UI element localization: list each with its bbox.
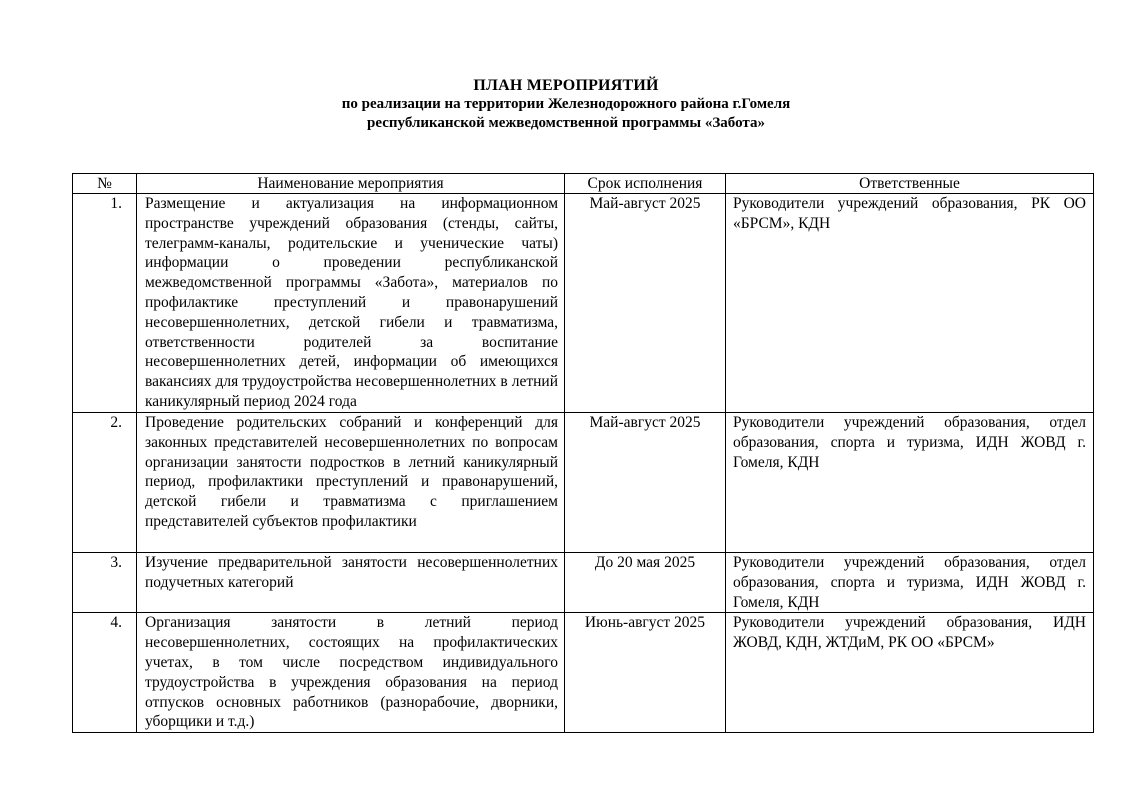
page-title: ПЛАН МЕРОПРИЯТИЙ <box>473 77 659 94</box>
row-number: 4. <box>73 613 137 733</box>
event-responsible: Руководители учреждений образования, отдел образования, спорта и туризма, ИДН ЖОВД г. Гомеля, КДН <box>726 553 1094 613</box>
events-plan-table <box>72 173 1094 733</box>
event-responsible: Руководители учреждений образования, отдел образования, спорта и туризма, ИДН ЖОВД г. Гомеля, КДН <box>726 413 1094 553</box>
row-number: 1. <box>73 194 137 413</box>
document-header <box>0 76 1132 133</box>
table-row <box>73 553 1094 613</box>
column-header-responsible: Ответственные <box>726 174 1094 194</box>
page-subtitle-line-1: по реализации на территории Железнодорожного района г.Гомеля <box>341 96 791 112</box>
table-row <box>73 194 1094 413</box>
row-number: 2. <box>73 413 137 553</box>
event-description: Размещение и актуализация на информационном пространстве учреждений образования (стенды, сайты, телеграмм-каналы, родительские и ученические чаты) информации о проведении республиканской межведомственной программы «Забота», материалов по профилактике преступлений и правонарушений несовершеннолетних, детской гибели и травматизма, ответственности родителей за воспитание несовершеннолетних детей, информации об имеющихся вакансиях для трудоустройства несовершеннолетних в летний каникулярный период 2024 года <box>137 194 565 413</box>
row-number: 3. <box>73 553 137 613</box>
column-header-number: № <box>73 174 137 194</box>
event-description: Изучение предварительной занятости несовершеннолетних подучетных категорий <box>137 553 565 613</box>
event-deadline: До 20 мая 2025 <box>565 553 726 613</box>
event-responsible: Руководители учреждений образования, РК ОО «БРСМ», КДН <box>726 194 1094 413</box>
event-deadline: Май-август 2025 <box>565 194 726 413</box>
event-description: Проведение родительских собраний и конференций для законных представителей несовершеннолетних по вопросам организации занятости подростков в летний каникулярный период, профилактики преступлений и правонарушений, детской гибели и травматизма с приглашением представителей субъектов профилактики <box>137 413 565 553</box>
event-responsible: Руководители учреждений образования, ИДН ЖОВД, КДН, ЖТДиМ, РК ОО «БРСМ» <box>726 613 1094 733</box>
event-deadline: Июнь-август 2025 <box>565 613 726 733</box>
column-header-date: Срок исполнения <box>565 174 726 194</box>
table-row <box>73 613 1094 733</box>
column-header-event: Наименование мероприятия <box>137 174 565 194</box>
event-deadline: Май-август 2025 <box>565 413 726 553</box>
event-description: Организация занятости в летний период несовершеннолетних, состоящих на профилактических учетах, в том числе посредством индивидуального трудоустройства в учреждения образования на период отпусков основных работников (разнорабочие, дворники, уборщики и т.д.) <box>137 613 565 733</box>
table-header-row <box>73 174 1094 194</box>
table-row <box>73 413 1094 553</box>
page-subtitle-line-2: республиканской межведомственной программы «Забота» <box>367 115 765 131</box>
